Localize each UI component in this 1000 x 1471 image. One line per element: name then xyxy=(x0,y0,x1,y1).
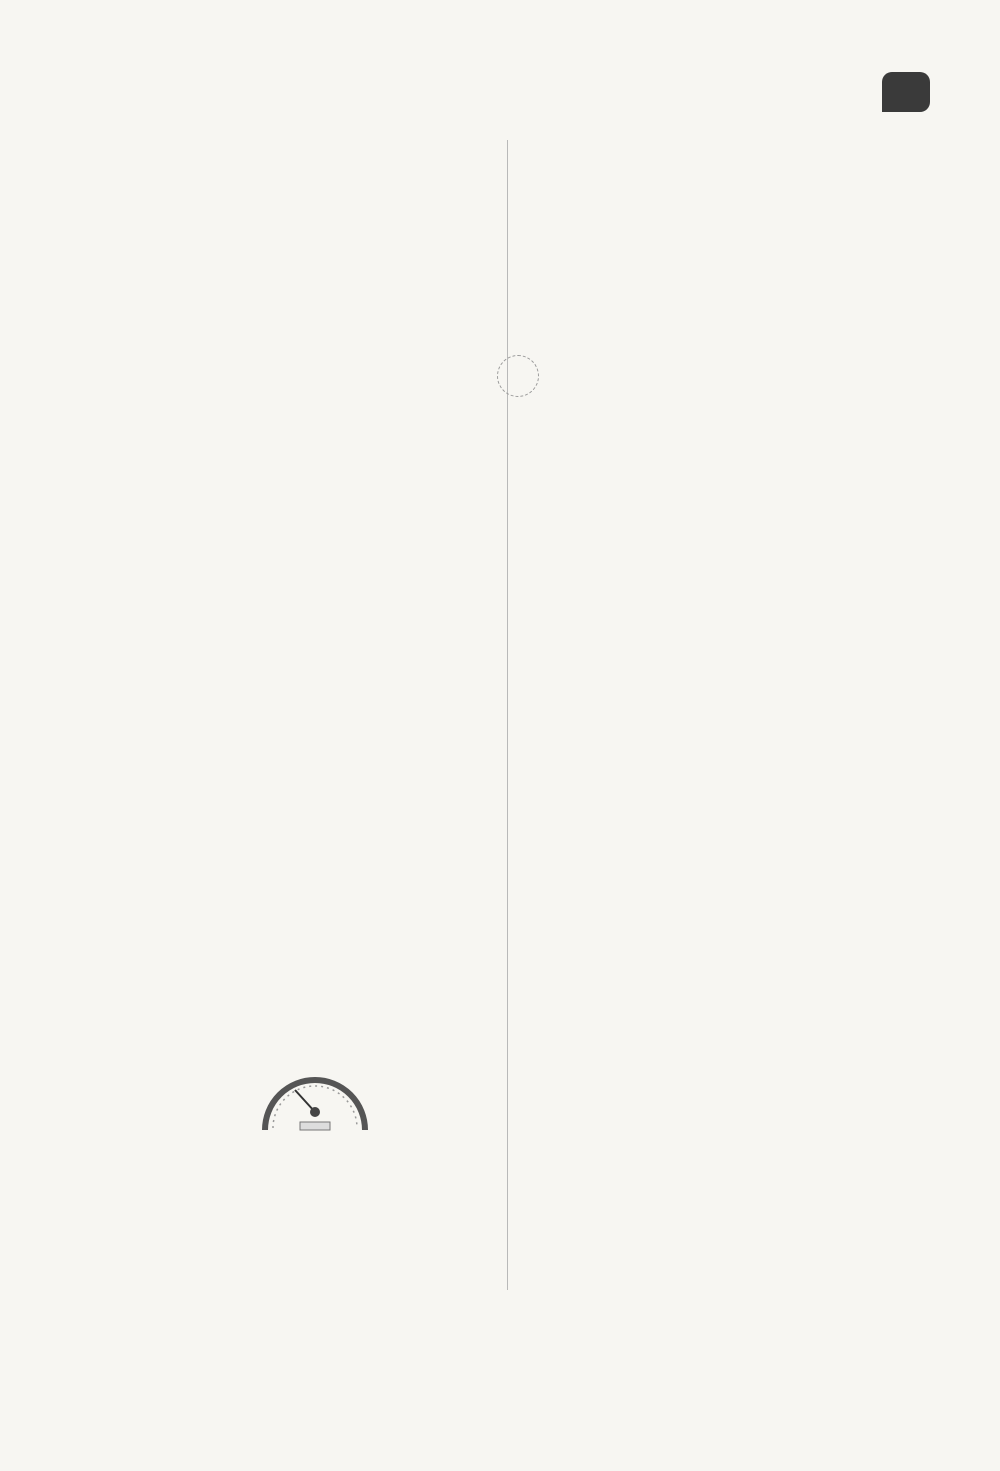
page-number xyxy=(882,72,930,112)
column-divider xyxy=(507,140,508,1290)
speedometer-image xyxy=(255,1050,375,1145)
stamp-mark xyxy=(497,355,539,397)
